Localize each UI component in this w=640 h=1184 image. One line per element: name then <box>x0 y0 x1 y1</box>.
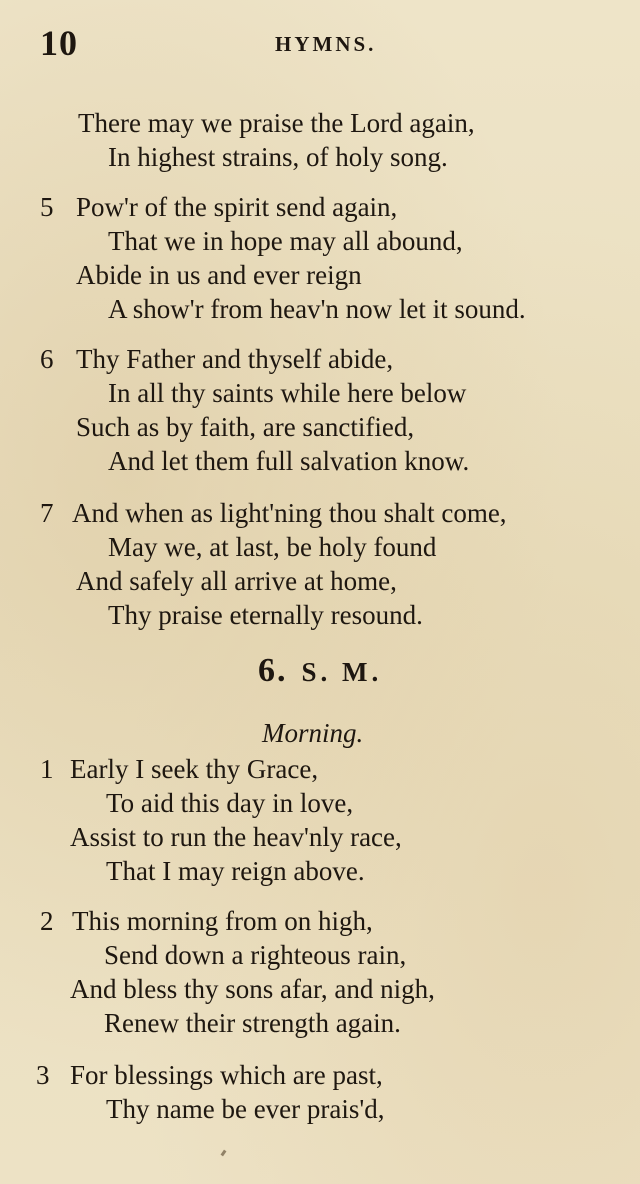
verse-line: Pow'r of the spirit send again, <box>76 192 398 222</box>
verse-line: Thy name be ever prais'd, <box>106 1094 385 1124</box>
verse-line: To aid this day in love, <box>106 788 354 818</box>
paper-speck <box>221 1150 227 1157</box>
verse-line: And safely all arrive at home, <box>76 566 397 596</box>
verse-line: Such as by faith, are sanctified, <box>76 412 415 442</box>
hymn-subtitle: Morning. <box>262 718 364 748</box>
verse-line: May we, at last, be holy found <box>108 532 437 562</box>
hymn-number: 6. <box>258 652 288 689</box>
verse-number: 6 <box>40 344 54 374</box>
verse-line: For blessings which are past, <box>70 1060 383 1090</box>
verse-number: 3 <box>36 1060 50 1090</box>
verse-line: And when as light'ning thou shalt come, <box>72 498 507 528</box>
verse-number: 1 <box>40 754 54 784</box>
verse-line: There may we praise the Lord again, <box>78 108 475 138</box>
verse-line: And bless thy sons afar, and nigh, <box>70 974 435 1004</box>
hymn-meter: S. M. <box>301 657 383 687</box>
hymn-heading <box>258 652 382 690</box>
verse-line: Renew their strength again. <box>104 1008 401 1038</box>
page-number: 10 <box>40 23 78 63</box>
verse-line: Abide in us and ever reign <box>76 260 362 290</box>
verse-line: That we in hope may all abound, <box>108 226 463 256</box>
verse-line: A show'r from heav'n now let it sound. <box>108 294 526 324</box>
verse-line: In highest strains, of holy song. <box>108 142 448 172</box>
verse-line: This morning from on high, <box>72 906 373 936</box>
running-head: HYMNS. <box>275 32 377 56</box>
verse-line: Thy Father and thyself abide, <box>76 344 394 374</box>
verse-line: Early I seek thy Grace, <box>70 754 319 784</box>
verse-line: Thy praise eternally resound. <box>108 600 423 630</box>
verse-line: In all thy saints while here below <box>108 378 467 408</box>
verse-line: And let them full salvation know. <box>108 446 470 476</box>
verse-line: That I may reign above. <box>106 856 365 886</box>
verse-number: 2 <box>40 906 54 936</box>
verse-line: Send down a righteous rain, <box>104 940 407 970</box>
verse-number: 7 <box>40 498 54 528</box>
verse-number: 5 <box>40 192 54 222</box>
verse-line: Assist to run the heav'nly race, <box>70 822 402 852</box>
